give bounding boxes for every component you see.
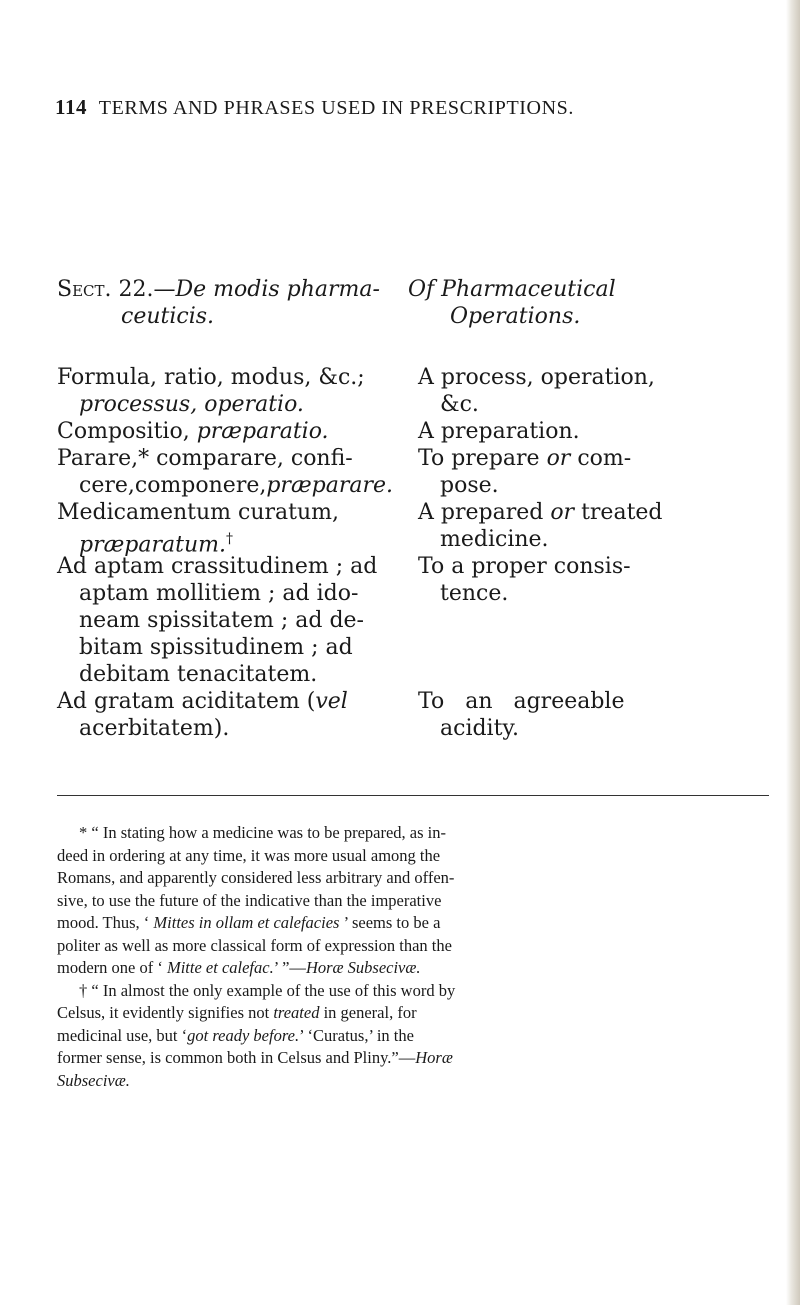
- section-title-english-1: Of Pharmaceutical: [408, 277, 616, 302]
- section-title-latin-2: ceuticis.: [121, 304, 215, 329]
- entry-latin-acidity: Ad gratam aciditatem (vel acerbitatem).: [57, 689, 348, 741]
- entry-english-acidity: To an agreeable acidity.: [418, 689, 625, 741]
- entry-english-preparation: A preparation.: [418, 419, 580, 444]
- entry-english-process: A process, operation, &c.: [418, 365, 655, 417]
- footnote-2-line: † “ In almost the only example of the use of this word by: [79, 980, 456, 1000]
- entry-latin-medicamentum: Medicamentum curatum, præparatum.†: [57, 500, 340, 558]
- section-heading-english: [408, 276, 616, 330]
- page-gutter-shadow: [786, 0, 800, 1305]
- footnotes: * “ In stating how a medicine was to be prepared, as in- deed in ordering at any time, it was more usual among the Romans, and apparently considered less arbitrary and offen- sive, to use the future of the indicative than the imperative mood. Thus, ‘ Mittes in ollam et calefacies ’ seems to be a politer as well as more classical form of expression than the modern one of ‘ Mitte et calefac.’ ”—Horæ Subsecivæ. † “ In almost the only example of the use of this word by Celsus, it evidently signifies not treated in general, for medicinal use, but ‘got ready before.’ ‘Curatus,’ in the former sense, is common both in Celsus and Pliny.”—Horæ Subsecivæ.: [57, 822, 769, 1092]
- footnote-1-line: * “ In stating how a medicine was to be prepared, as in-: [79, 823, 447, 842]
- entry-latin-parare: Parare,* comparare, confi- cere,componere,præparare.: [57, 446, 393, 498]
- entry-english-prepare: To prepare or com- pose.: [418, 446, 632, 498]
- entry-latin-formula: Formula, ratio, modus, &c.; processus, operatio.: [57, 365, 365, 417]
- entry-latin-consistence: Ad aptam crassitudinem ; ad aptam mollitiem ; ad ido- neam spissitatem ; ad de- bitam spissitudinem ; ad debitam tenacitatem.: [57, 554, 378, 687]
- entry-english-consistence: To a proper consis- tence.: [418, 554, 631, 606]
- entry-english-prepared-medicine: A prepared or treated medicine.: [418, 500, 663, 552]
- section-title-latin-1: De modis pharma-: [175, 277, 380, 302]
- section-title-english-2: Operations.: [450, 304, 581, 329]
- running-title: TERMS AND PHRASES USED IN PRESCRIPTIONS.: [98, 97, 574, 119]
- section-heading-latin: [57, 276, 380, 330]
- section-label: Sect. 22.—: [57, 277, 176, 302]
- page-number: 114: [55, 95, 88, 119]
- entry-latin-compositio: Compositio, præparatio.: [57, 419, 329, 444]
- running-head: [55, 95, 755, 120]
- footnote-divider: [57, 795, 769, 796]
